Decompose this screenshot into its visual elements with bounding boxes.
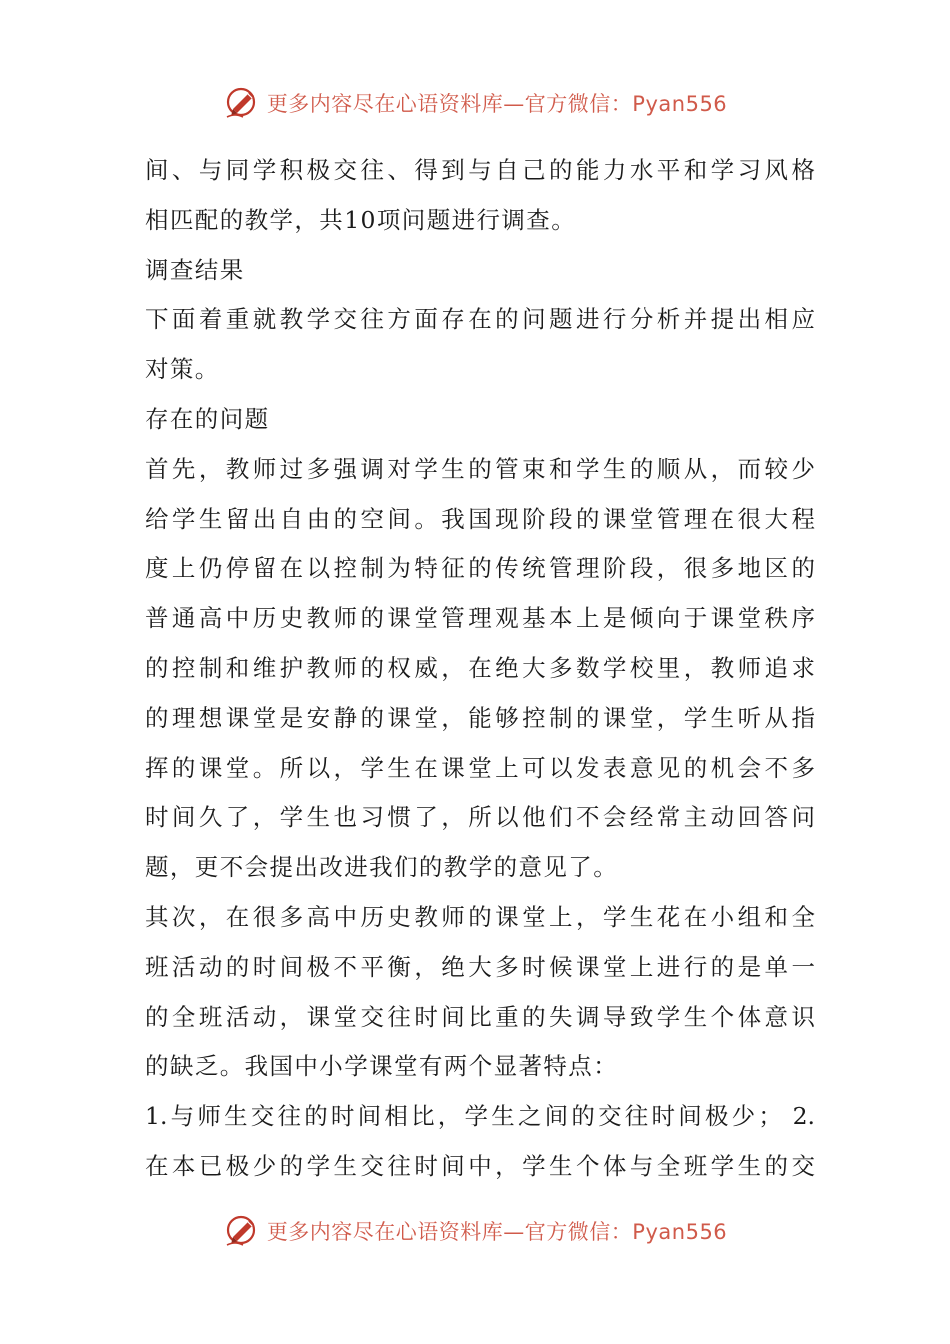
text-line: 度上仍停留在以控制为特征的传统管理阶段，很多地区的 — [145, 554, 815, 583]
pen-logo-icon — [223, 1211, 263, 1251]
text-line: 给学生留出自由的空间。我国现阶段的课堂管理在很大程 — [145, 504, 815, 533]
text-line: 普通高中历史教师的课堂管理观基本上是倾向于课堂秩序 — [145, 604, 815, 633]
text-line: 班活动的时间极不平衡，绝大多时候课堂上进行的是单一 — [145, 952, 815, 981]
text-line: 的理想课堂是安静的课堂，能够控制的课堂，学生听从指 — [145, 703, 815, 732]
text-line: 在本已极少的学生交往时间中，学生个体与全班学生的交 — [145, 1151, 815, 1180]
text-line: 时间久了，学生也习惯了，所以他们不会经常主动回答问 — [145, 803, 815, 832]
footer-banner-text: 更多内容尽在心语资料库—官方微信：Pyan556 — [266, 1220, 728, 1244]
pen-logo-icon — [223, 83, 263, 123]
text-line: 其次，在很多高中历史教师的课堂上，学生花在小组和全 — [145, 902, 815, 931]
text-line: 下面着重就教学交往方面存在的问题进行分析并提出相应 — [145, 305, 815, 334]
text-line: 的缺乏。我国中小学课堂有两个显著特点： — [145, 1052, 619, 1081]
header-banner-text: 更多内容尽在心语资料库—官方微信：Pyan556 — [266, 92, 728, 116]
section-heading: 存在的问题 — [145, 404, 270, 433]
text-line: 挥的课堂。所以，学生在课堂上可以发表意见的机会不多 — [145, 753, 815, 782]
document-body — [145, 146, 815, 1192]
text-line: 的控制和维护教师的权威，在绝大多数学校里，教师追求 — [145, 653, 815, 682]
header-banner — [0, 83, 950, 123]
text-line: 的全班活动，课堂交往时间比重的失调导致学生个体意识 — [145, 1002, 815, 1031]
section-heading: 调查结果 — [145, 255, 245, 284]
text-line: 相匹配的教学，共10项问题进行调查。 — [145, 205, 577, 234]
text-line: 对策。 — [145, 355, 220, 384]
footer-banner — [0, 1211, 950, 1251]
text-line: 间、与同学积极交往、得到与自己的能力水平和学习风格 — [145, 156, 815, 184]
text-line: 首先，教师过多强调对学生的管束和学生的顺从，而较少 — [145, 454, 815, 483]
text-line: 题，更不会提出改进我们的教学的意见了。 — [145, 853, 619, 882]
text-line: 1.与师生交往的时间相比，学生之间的交往时间极少； 2. — [145, 1102, 815, 1131]
